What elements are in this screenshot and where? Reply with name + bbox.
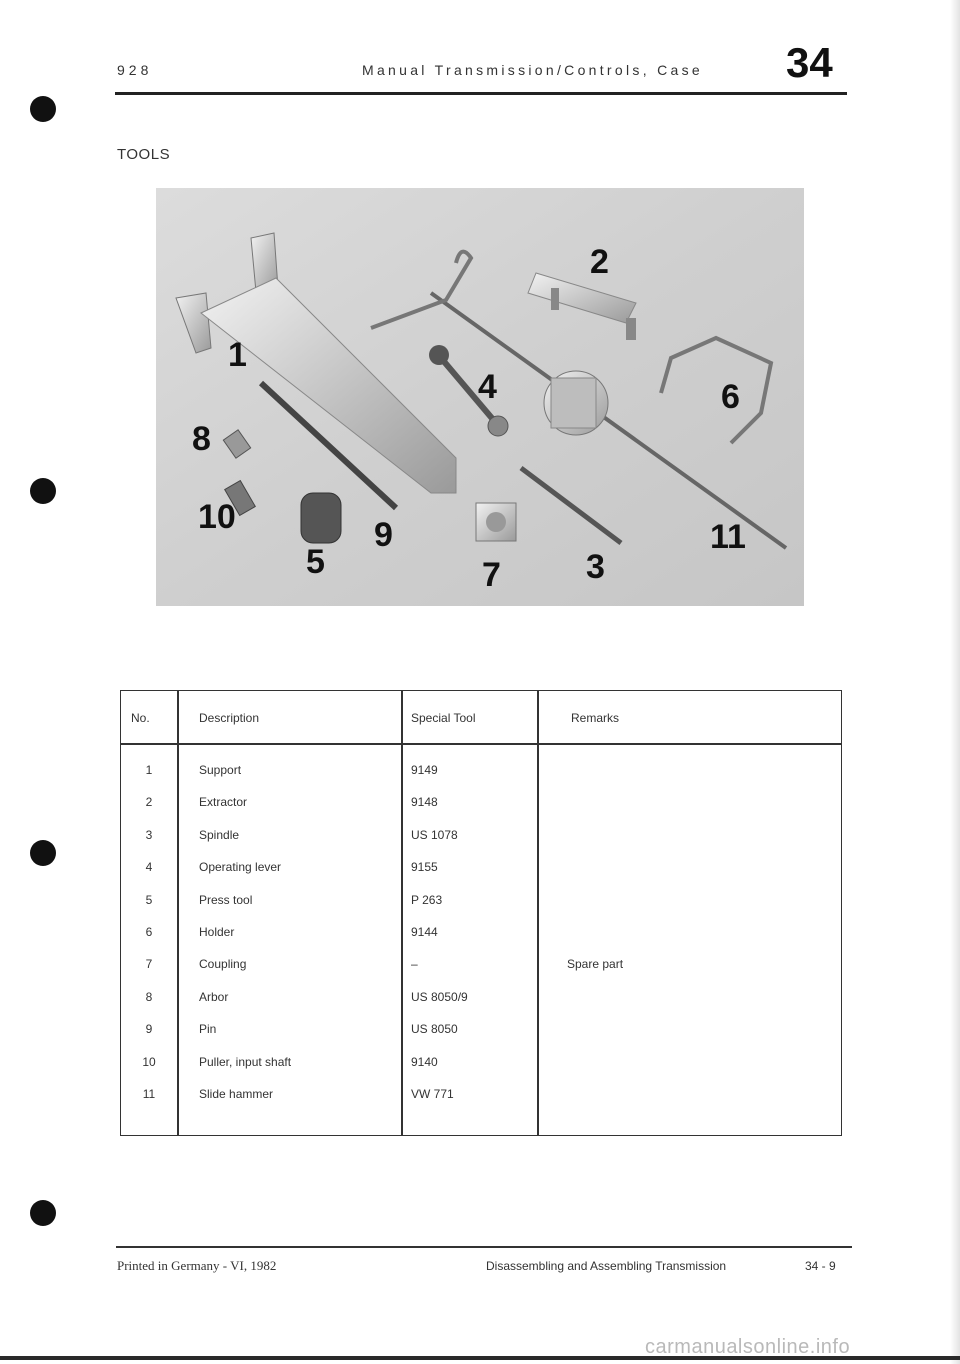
cell-no: 4: [145, 860, 153, 875]
section-number: 34: [786, 39, 833, 86]
punch-hole: [30, 96, 56, 122]
cell-special-tool: US 8050: [411, 1022, 458, 1037]
chapter-title: Disassembling and Assembling Transmission: [486, 1259, 727, 1273]
callout-11: 11: [710, 518, 746, 556]
footer-rule: [116, 1246, 852, 1248]
callout-2: 2: [590, 243, 609, 281]
watermark: carmanualsonline.info: [645, 1336, 851, 1358]
cell-description: Puller, input shaft: [199, 1054, 292, 1069]
callout-5: 5: [306, 543, 325, 581]
cell-special-tool: US 8050/9: [411, 989, 468, 1004]
printed-note: Printed in Germany - VI, 1982: [117, 1258, 277, 1273]
table-header-rule: [121, 743, 841, 745]
cell-remarks: Spare part: [567, 957, 624, 972]
callout-7: 7: [482, 556, 501, 594]
cell-special-tool: 9144: [411, 925, 438, 939]
page-number: 34 - 9: [805, 1259, 836, 1273]
cell-special-tool: 9155: [411, 860, 438, 875]
page-header-title: Manual Transmission/Controls, Case: [362, 62, 703, 78]
cell-no: 11: [142, 1087, 156, 1101]
model-number: 928: [117, 62, 153, 78]
punch-hole: [30, 840, 56, 866]
cell-special-tool: 9148: [411, 795, 438, 810]
cell-description: Arbor: [199, 989, 229, 1004]
callout-9: 9: [374, 516, 393, 554]
cell-special-tool: 9140: [411, 1054, 438, 1069]
table-divider: [401, 691, 403, 1135]
cell-description: Slide hammer: [199, 1087, 274, 1101]
cell-special-tool: –: [411, 957, 418, 972]
header-rule: [115, 92, 847, 95]
punch-hole: [30, 1200, 56, 1226]
cell-no: 8: [145, 989, 153, 1004]
table-divider: [177, 691, 179, 1135]
col-header-description: Description: [199, 711, 260, 725]
callout-10: 10: [198, 498, 236, 536]
cell-description: Press tool: [199, 892, 253, 907]
callout-8: 8: [192, 420, 211, 458]
table-divider: [537, 691, 539, 1135]
cell-no: 1: [145, 763, 153, 777]
col-header-special-tool: Special Tool: [411, 711, 476, 725]
cell-description: Operating lever: [199, 860, 282, 875]
cell-special-tool: P 263: [411, 892, 443, 907]
tools-table: [120, 690, 842, 1136]
cell-description: Holder: [199, 925, 235, 939]
callout-6: 6: [721, 378, 740, 416]
cell-no: 3: [145, 827, 153, 842]
col-header-no: No.: [131, 711, 150, 725]
cell-no: 10: [142, 1054, 156, 1069]
cell-description: Spindle: [199, 827, 240, 842]
tools-illustration: [156, 188, 804, 606]
cell-description: Extractor: [199, 795, 248, 810]
col-header-remarks: Remarks: [571, 711, 620, 725]
page-edge: [950, 0, 960, 1364]
cell-no: 9: [145, 1022, 153, 1037]
cell-special-tool: US 1078: [411, 827, 458, 842]
callout-4: 4: [478, 368, 497, 406]
cell-description: Pin: [199, 1022, 217, 1037]
punch-hole: [30, 478, 56, 504]
cell-special-tool: VW 771: [411, 1087, 454, 1101]
cell-special-tool: 9149: [411, 763, 438, 777]
cell-no: 6: [145, 925, 153, 939]
callout-3: 3: [586, 548, 605, 586]
tools-photo: [156, 188, 804, 606]
cell-no: 7: [145, 957, 153, 972]
cell-no: 2: [145, 795, 153, 810]
cell-description: Support: [199, 763, 242, 777]
section-title: TOOLS: [117, 146, 171, 163]
callout-1: 1: [228, 336, 247, 374]
cell-no: 5: [145, 892, 153, 907]
cell-description: Coupling: [199, 957, 247, 972]
